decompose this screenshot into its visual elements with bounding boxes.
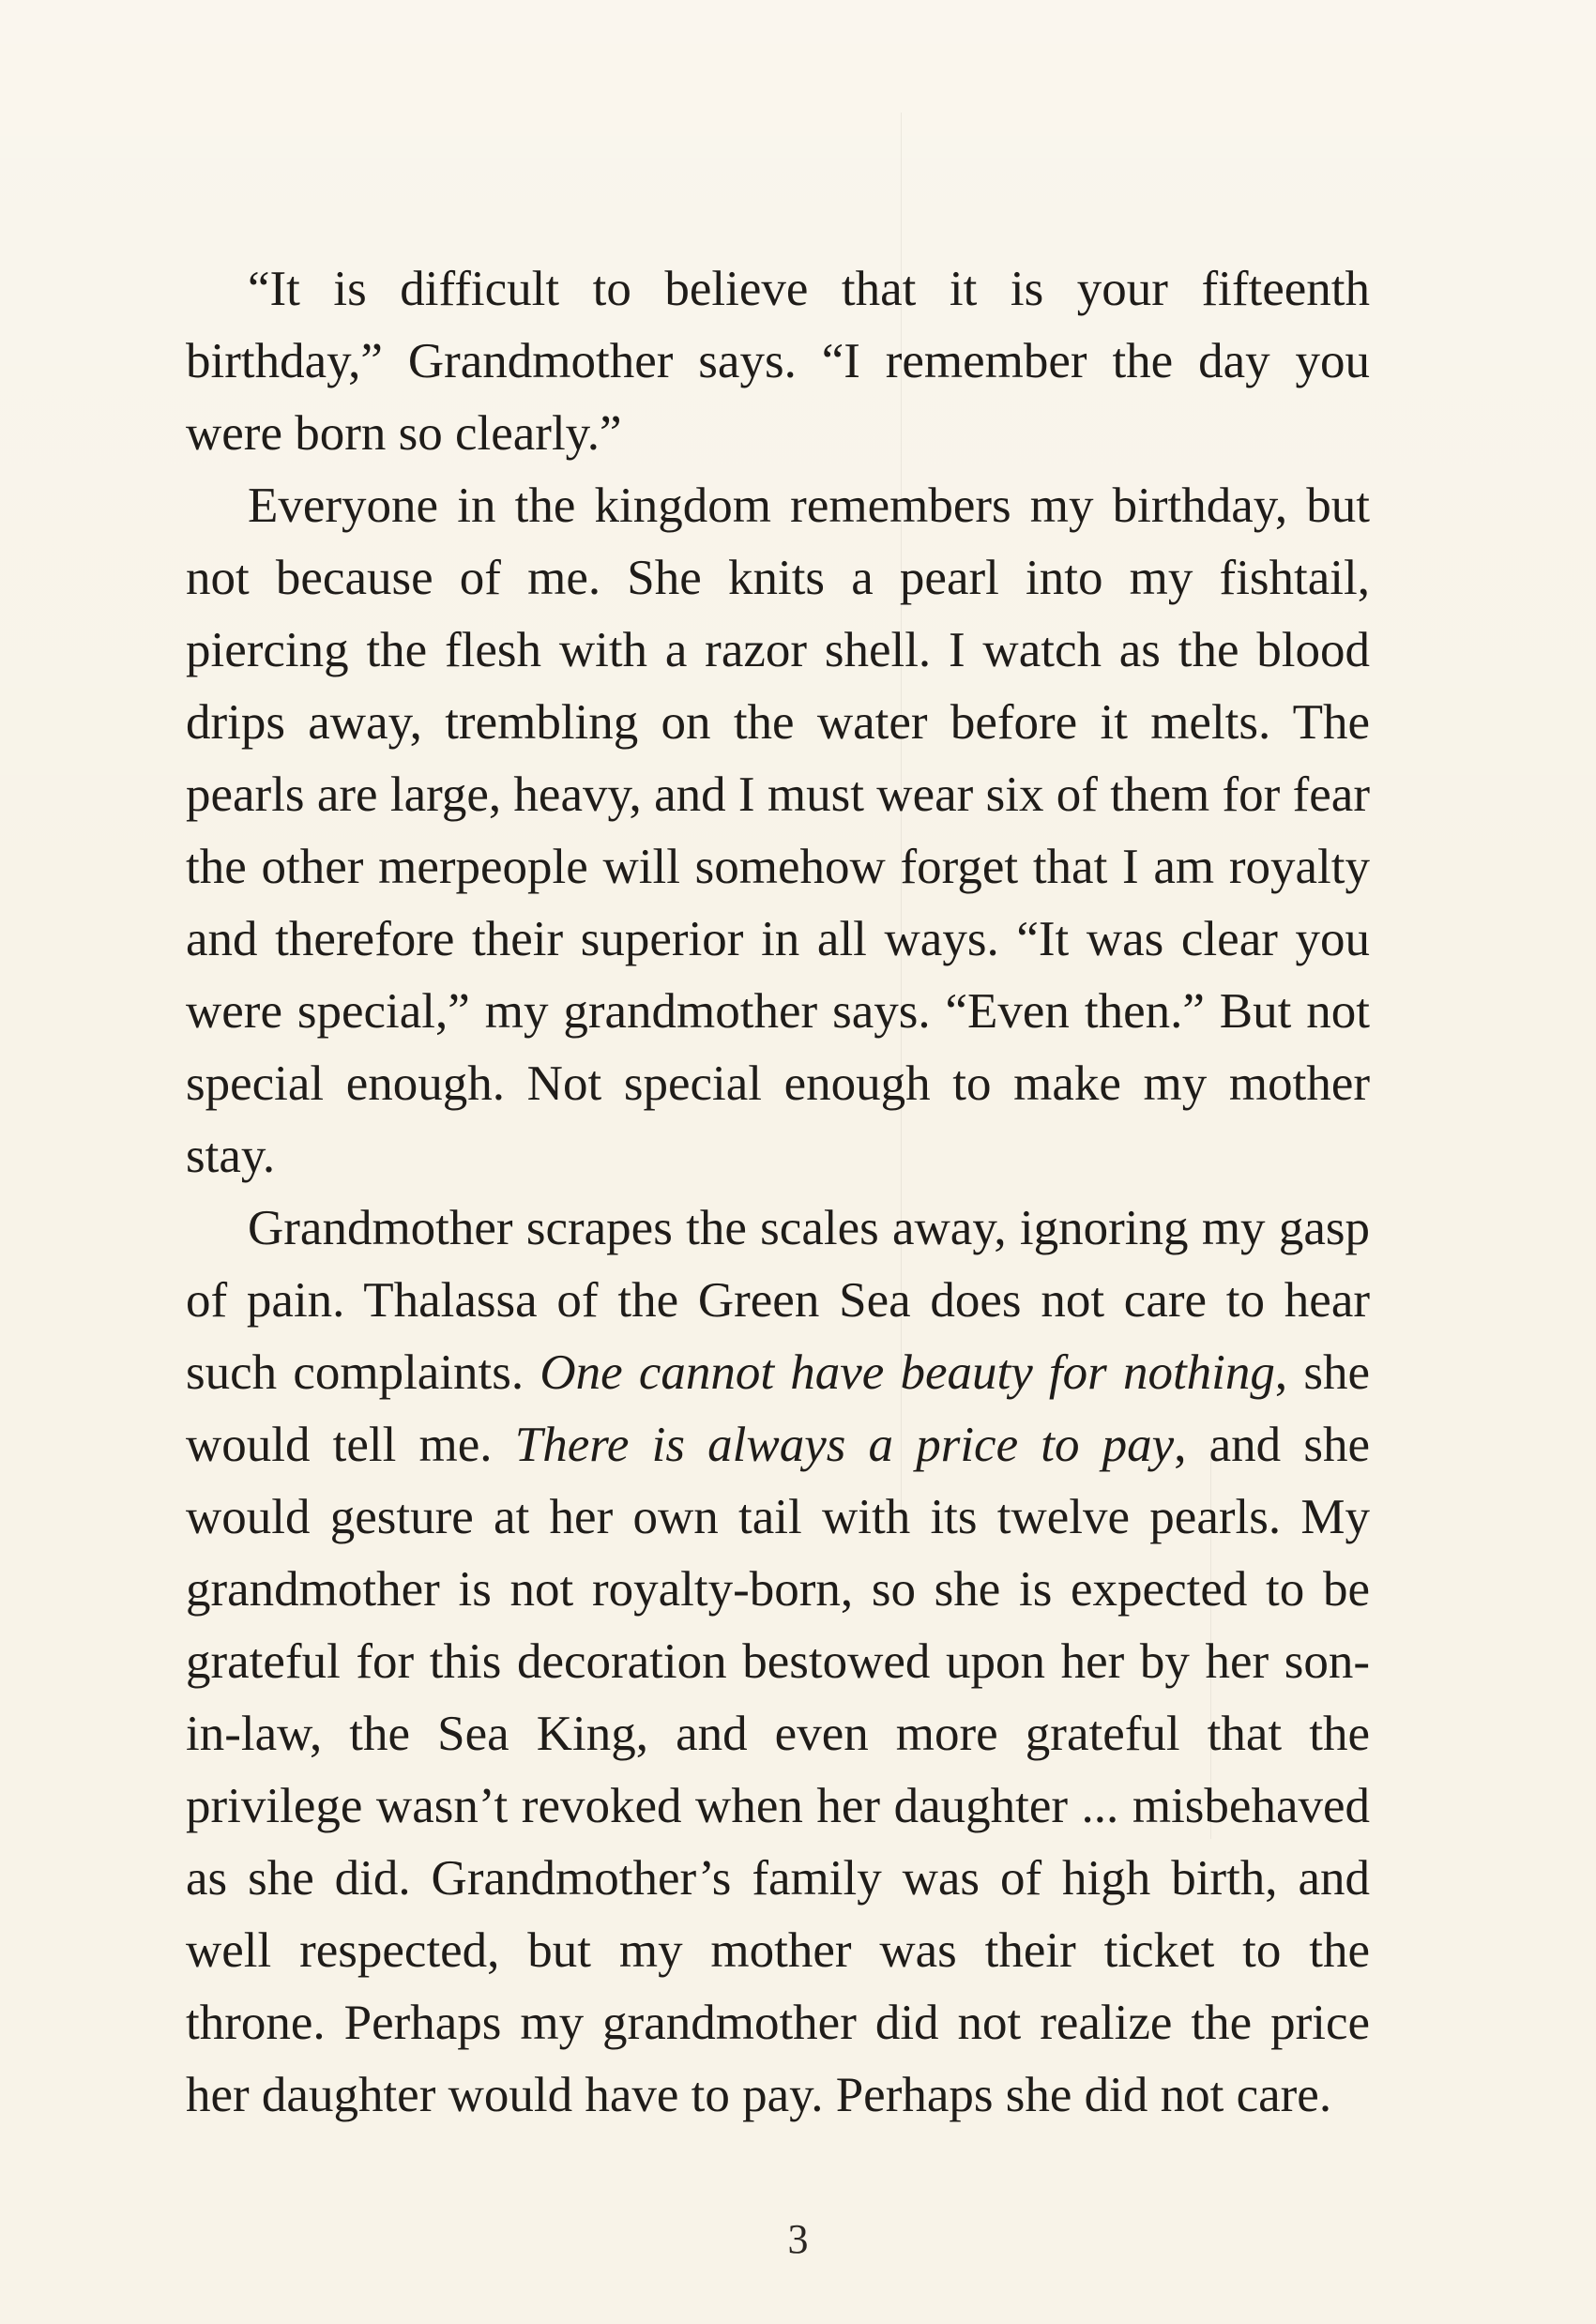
paragraph	[186, 253, 1370, 470]
italic-text-segment: There is always a price to pay	[514, 1418, 1175, 1472]
text-segment: Grandmother scrapes the scales away, ignoring my gasp of pain. Thalassa of the Green Sea does not care to hear such complaints.	[186, 1201, 1370, 1400]
italic-text-segment: One cannot have beauty for nothing	[540, 1345, 1275, 1400]
text-segment: Everyone in the kingdom remembers my birthday, but not because of me. She knits a pearl into my fishtail, piercing the flesh with a razor shell. I watch as the blood drips away, trembling on the water before it melts. The pearls are large, heavy, and I must wear six of them for fear the other merpeople will somehow forget that I am royalty and therefore their superior in all ways. “It was clear you were special,” my grandmother says. “Even then.” But not special enough. Not special enough to make my mother stay.	[186, 478, 1370, 1183]
text-segment: “It is difficult to believe that it is your fifteenth birthday,” Grandmother says. “I remember the day you were born so clearly.”	[186, 262, 1370, 461]
body-text	[186, 253, 1370, 2132]
text-segment: , she would tell me.	[186, 1345, 1371, 1472]
page-number: 3	[787, 2216, 809, 2262]
paragraph	[186, 470, 1370, 1192]
text-segment: , and she would gesture at her own tail with its twelve pearls. My grandmother is not royalty-born, so she is expected to be grateful for this decoration bestowed upon her by her son-in-law, the Sea King, and even more grateful that the privilege wasn’t revoked when her daughter ... misbehaved as she did. Grandmother’s family was of high birth, and well respected, but my mother was their ticket to the throne. Perhaps my grandmother did not realize the price her daughter would have to pay. Perhaps she did not care.	[186, 1418, 1370, 2122]
paragraph	[186, 1192, 1370, 2132]
